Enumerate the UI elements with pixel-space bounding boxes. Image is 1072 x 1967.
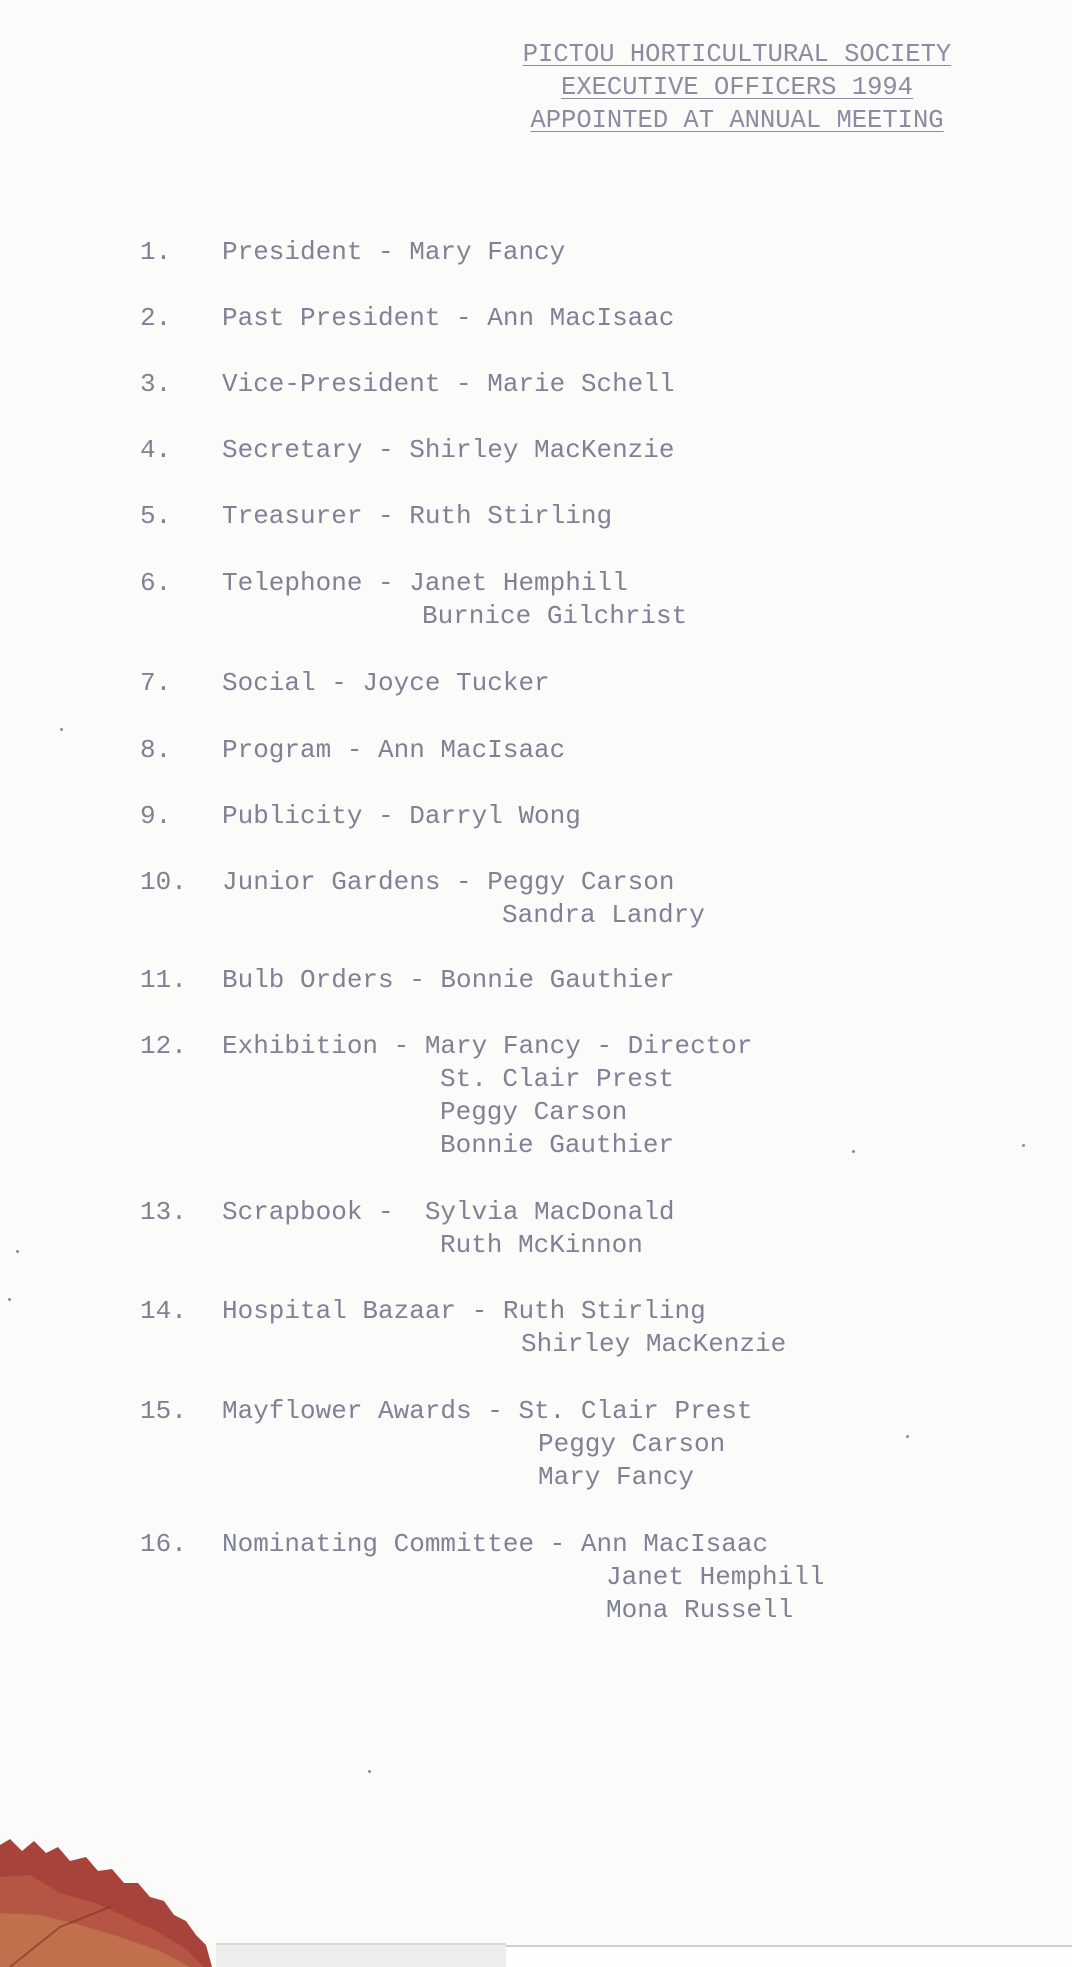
paper-speck [368,1770,371,1773]
entry-number: 2. [140,303,172,333]
document-header [504,38,970,137]
entry-continuation: Ruth McKinnon [440,1230,643,1260]
entry-continuation: Peggy Carson [538,1429,726,1459]
entry-number: 9. [140,801,172,831]
paper-edge [506,1945,1072,1967]
header-line-org: PICTOU HORTICULTURAL SOCIETY [522,40,952,69]
entry-continuation: Burnice Gilchrist [422,601,688,631]
entry-text: Bulb Orders - Bonnie Gauthier [222,965,675,995]
entry-text: Past President - Ann MacIsaac [222,303,675,333]
entry-number: 13. [140,1197,187,1227]
entry-number: 15. [140,1396,187,1426]
paper-speck [1022,1144,1025,1147]
paper-speck [8,1298,11,1301]
entry-text: Vice-President - Marie Schell [222,369,675,399]
entry-text: Publicity - Darryl Wong [222,801,581,831]
entry-continuation: Shirley MacKenzie [521,1329,787,1359]
entry-text: Program - Ann MacIsaac [222,735,566,765]
entry-text: Secretary - Shirley MacKenzie [222,435,675,465]
entry-text: President - Mary Fancy [222,237,566,267]
paper-speck [60,728,63,731]
entry-continuation: Mary Fancy [538,1462,695,1492]
entry-continuation: Janet Hemphill [606,1562,825,1592]
entry-number: 4. [140,435,172,465]
entry-number: 14. [140,1296,187,1326]
entry-number: 8. [140,735,172,765]
entry-text: Treasurer - Ruth Stirling [222,501,613,531]
entry-text: Telephone - Janet Hemphill [222,568,628,598]
entry-continuation: Bonnie Gauthier [440,1130,675,1160]
entry-text: Junior Gardens - Peggy Carson [222,867,675,897]
entry-number: 1. [140,237,172,267]
entry-number: 3. [140,369,172,399]
entry-continuation: Sandra Landry [502,900,705,930]
entry-number: 5. [140,501,172,531]
paper-speck [906,1435,909,1438]
entry-text: Hospital Bazaar - Ruth Stirling [222,1296,706,1326]
entry-number: 11. [140,965,187,995]
entry-text: Nominating Committee - Ann MacIsaac [222,1529,769,1559]
entry-continuation: St. Clair Prest [440,1064,675,1094]
entry-continuation: Mona Russell [606,1595,794,1625]
entry-text: Social - Joyce Tucker [222,668,550,698]
entry-number: 12. [140,1031,187,1061]
entry-continuation: Peggy Carson [440,1097,628,1127]
entry-text: Exhibition - Mary Fancy - Director [222,1031,753,1061]
paper-speck [852,1150,855,1153]
entry-text: Scrapbook - Sylvia MacDonald [222,1197,675,1227]
paper-speck [16,1250,19,1253]
header-line-subtitle: APPOINTED AT ANNUAL MEETING [530,106,944,135]
header-line-title: EXECUTIVE OFFICERS 1994 [561,73,913,102]
entry-number: 10. [140,867,187,897]
entry-number: 7. [140,668,172,698]
tape-strip [216,1943,506,1967]
entry-text: Mayflower Awards - St. Clair Prest [222,1396,753,1426]
entry-number: 6. [140,568,172,598]
entry-number: 16. [140,1529,187,1559]
